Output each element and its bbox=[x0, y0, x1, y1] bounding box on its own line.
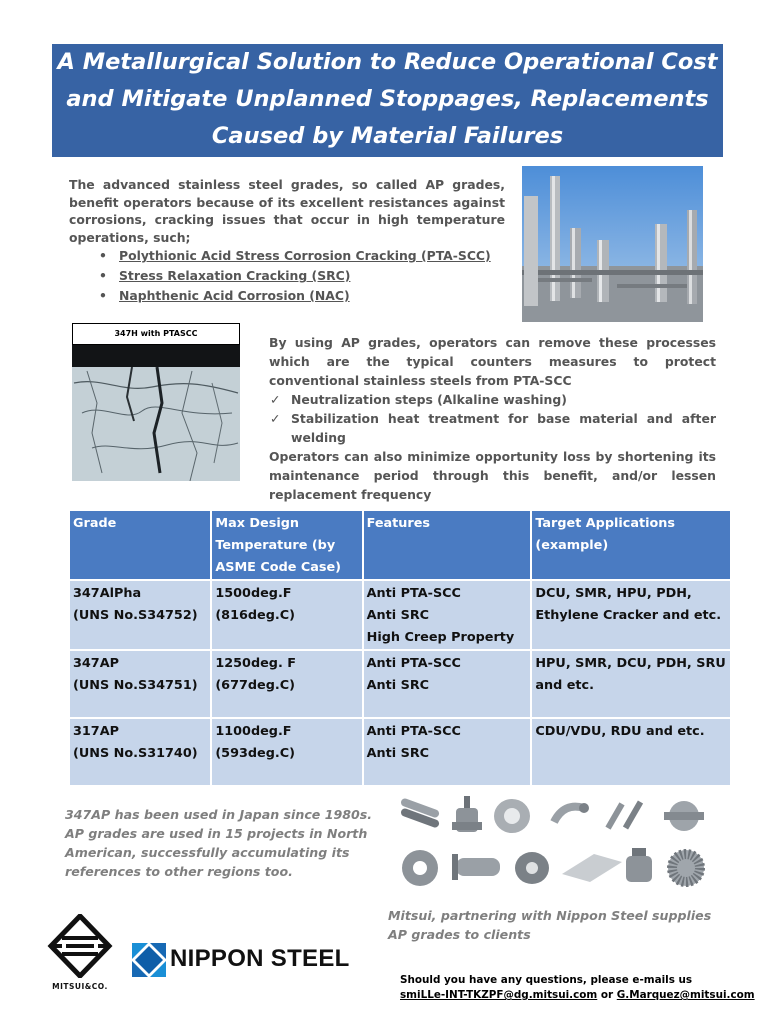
contact-info bbox=[400, 973, 755, 1003]
micrograph-image bbox=[72, 323, 240, 481]
issue-item: • Naphthenic Acid Corrosion (NAC) bbox=[119, 286, 505, 306]
feature: High Creep Property bbox=[366, 630, 515, 645]
uns-number: (UNS No.S34752) bbox=[73, 608, 198, 623]
bolts-icon bbox=[605, 801, 643, 830]
temperature-cell bbox=[212, 651, 361, 717]
features-cell bbox=[364, 719, 531, 785]
grade-name: 347AlPha bbox=[73, 586, 142, 601]
nippon-wordmark: NIPPON STEEL bbox=[170, 945, 350, 972]
table-row bbox=[70, 651, 730, 717]
contact-text: Should you have any questions, please e-mails us bbox=[400, 974, 693, 986]
temp-f: 1250deg. F bbox=[215, 656, 297, 671]
email-link[interactable]: G.Marquez@mitsui.com bbox=[616, 989, 755, 1001]
history-note: 347AP has been used in Japan since 1980s. AP grades are used in 15 projects in North American, successfully accumulating its references to other regions too. bbox=[65, 807, 373, 879]
temperature-cell bbox=[212, 581, 361, 649]
title-line: Caused by Material Failures bbox=[211, 123, 564, 149]
features-cell bbox=[364, 581, 531, 649]
check-valve-icon bbox=[626, 848, 652, 882]
features-cell bbox=[364, 651, 531, 717]
feature: Anti PTA-SCC bbox=[366, 724, 461, 739]
issue-list bbox=[69, 246, 505, 306]
intro-section bbox=[69, 176, 505, 306]
mitsui-logo bbox=[45, 914, 115, 994]
title-line: and Mitigate Unplanned Stoppages, Replacements bbox=[66, 86, 709, 112]
coil-icon bbox=[494, 799, 530, 833]
feature: Anti PTA-SCC bbox=[366, 586, 461, 601]
steel-coil-icon bbox=[515, 852, 549, 884]
feature: Anti SRC bbox=[366, 678, 430, 693]
check-item: ✓ Stabilization heat treatment for base material and after welding bbox=[291, 409, 716, 447]
grade-name: 317AP bbox=[73, 724, 119, 739]
ball-valve-icon bbox=[664, 801, 704, 831]
table-row bbox=[70, 581, 730, 649]
feature: Anti SRC bbox=[366, 608, 430, 623]
column-header: Features bbox=[364, 511, 531, 579]
email-link[interactable]: smiLLe-INT-TKZPF@dg.mitsui.com bbox=[400, 989, 598, 1001]
uns-number: (UNS No.S34751) bbox=[73, 678, 198, 693]
grade-name: 347AP bbox=[73, 656, 119, 671]
intro-paragraph: The advanced stainless steel grades, so called AP grades, benefit operators because of its excellent resistances against corrosions, cracking issues that occur in high temperature operations, such; bbox=[69, 177, 505, 245]
applications-cell: HPU, SMR, DCU, PDH, SRU and etc. bbox=[532, 651, 730, 717]
process-section bbox=[269, 333, 716, 504]
temp-f: 1500deg.F bbox=[215, 586, 292, 601]
feature: Anti SRC bbox=[366, 746, 430, 761]
process-checklist bbox=[269, 390, 716, 447]
heat-exchanger-icon bbox=[452, 854, 500, 880]
feature: Anti PTA-SCC bbox=[366, 656, 461, 671]
temp-f: 1100deg.F bbox=[215, 724, 292, 739]
contact-emails bbox=[400, 988, 755, 1003]
fittings-icon bbox=[554, 803, 589, 822]
flange-icon bbox=[402, 850, 438, 886]
refinery-photo bbox=[522, 166, 703, 322]
process-paragraph: By using AP grades, operators can remove these processes which are the typical counters measures to protect conventional stainless steels from PTA-SCC bbox=[269, 335, 716, 388]
nippon-steel-logo bbox=[132, 943, 362, 977]
table-row bbox=[70, 719, 730, 785]
issue-item: • Polythionic Acid Stress Corrosion Cracking (PTA-SCC) bbox=[119, 246, 505, 266]
pipes-icon bbox=[400, 797, 440, 828]
temp-c: (816deg.C) bbox=[215, 608, 295, 623]
column-header: Grade bbox=[70, 511, 210, 579]
page-title bbox=[52, 44, 723, 157]
grade-cell bbox=[70, 581, 210, 649]
issue-item: • Stress Relaxation Cracking (SRC) bbox=[119, 266, 505, 286]
product-images bbox=[394, 792, 724, 892]
grade-cell bbox=[70, 719, 210, 785]
table-header-row bbox=[70, 511, 730, 579]
tube-sheet-icon bbox=[668, 850, 704, 886]
uns-number: (UNS No.S31740) bbox=[73, 746, 198, 761]
column-header: Target Applications (example) bbox=[532, 511, 730, 579]
temperature-cell bbox=[212, 719, 361, 785]
closing-paragraph: Operators can also minimize opportunity loss by shortening its maintenance period through this benefit, and/or lessen replacement frequency bbox=[269, 449, 716, 502]
plate-icon bbox=[562, 854, 622, 882]
mitsui-wordmark: MITSUI&CO. bbox=[52, 982, 108, 991]
partner-note: Mitsui, partnering with Nippon Steel supplies AP grades to clients bbox=[388, 908, 712, 942]
grade-cell bbox=[70, 651, 210, 717]
title-line: A Metallurgical Solution to Reduce Operational Cost bbox=[57, 49, 718, 75]
micrograph-label: 347H with PTASCC bbox=[72, 323, 240, 345]
temp-c: (677deg.C) bbox=[215, 678, 295, 693]
check-item: ✓ Neutralization steps (Alkaline washing) bbox=[291, 390, 716, 409]
column-header: Max Design Temperature (by ASME Code Case) bbox=[212, 511, 361, 579]
temp-c: (593deg.C) bbox=[215, 746, 295, 761]
conjunction: or bbox=[597, 989, 617, 1001]
grades-table bbox=[68, 509, 732, 787]
applications-cell: CDU/VDU, RDU and etc. bbox=[532, 719, 730, 785]
applications-cell: DCU, SMR, HPU, PDH, Ethylene Cracker and etc. bbox=[532, 581, 730, 649]
valve-icon bbox=[452, 796, 482, 832]
